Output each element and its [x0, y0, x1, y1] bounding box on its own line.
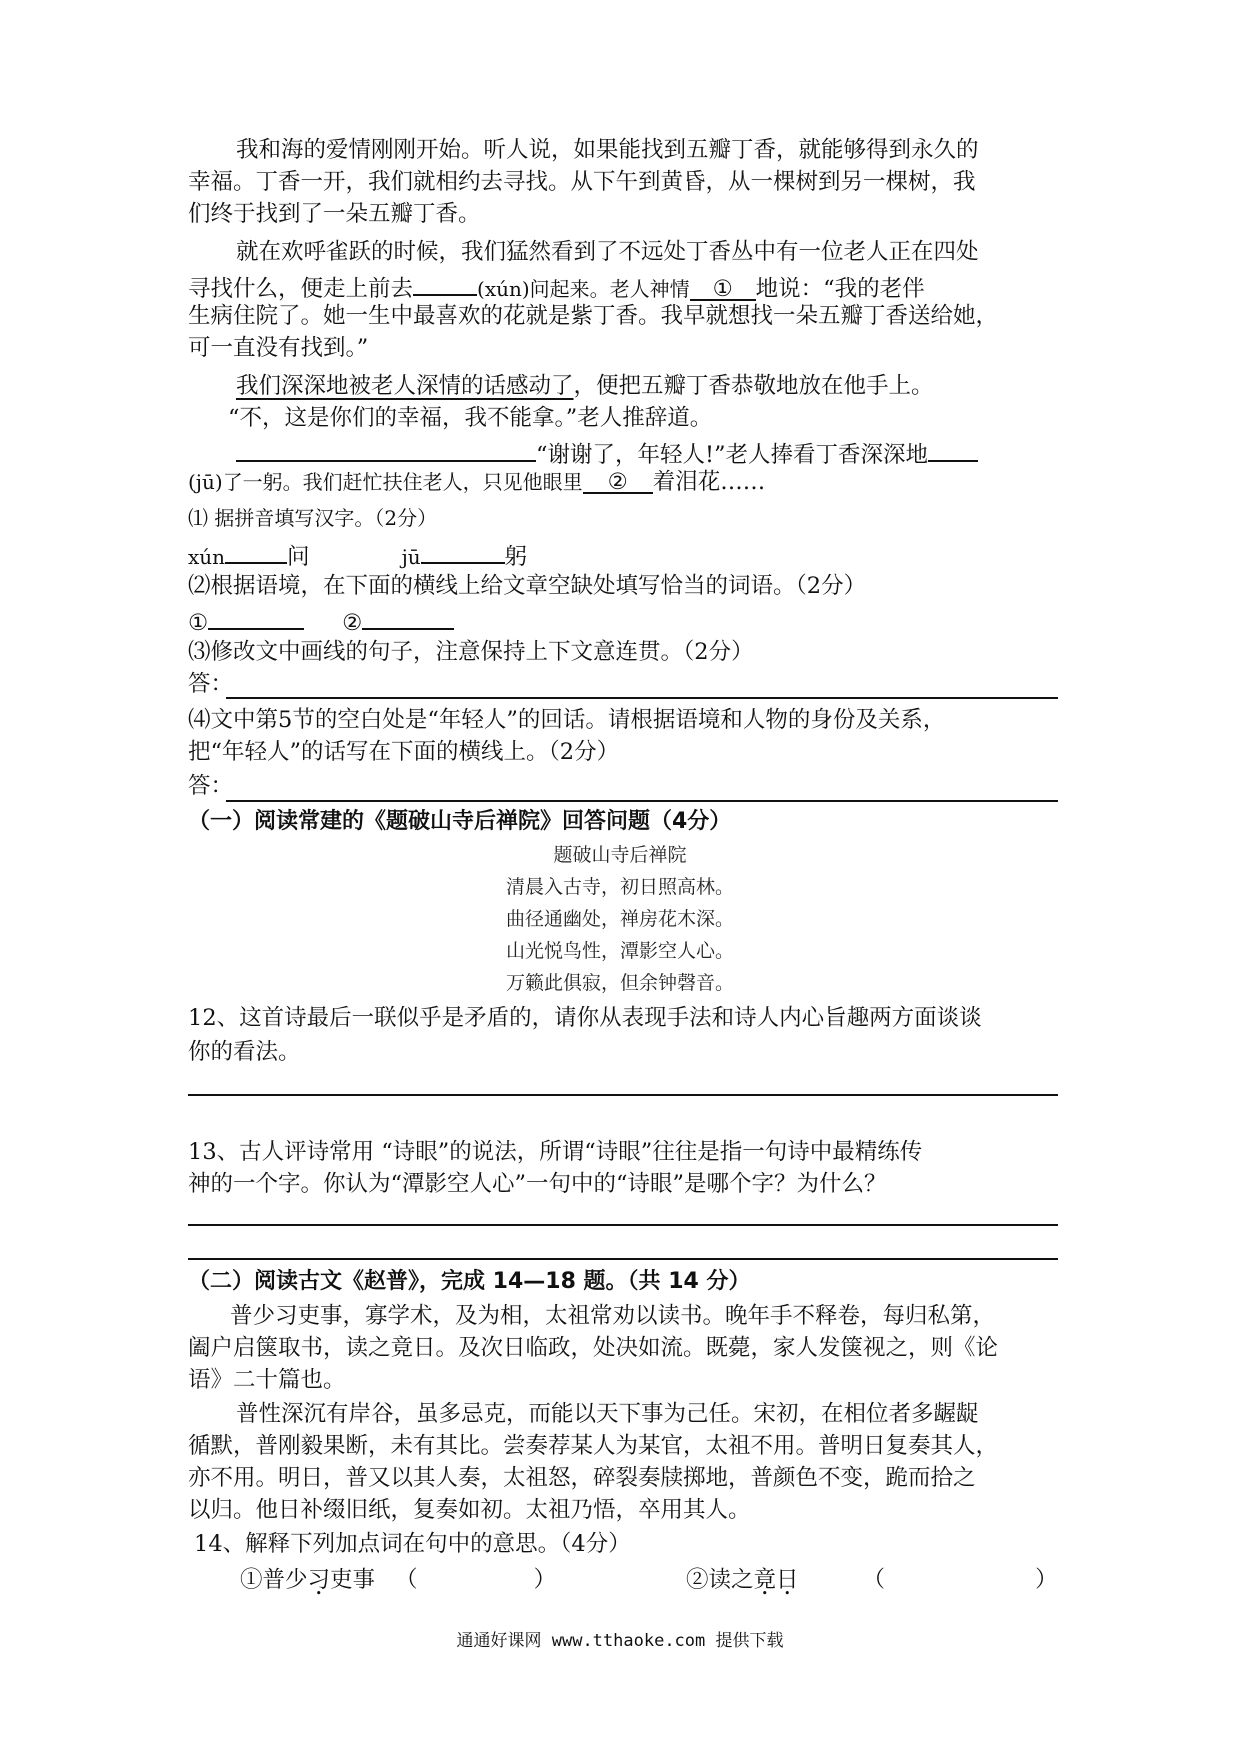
- label-gong: 躬: [504, 544, 528, 570]
- dotted-char: 竟: [753, 1567, 777, 1593]
- underlined-sentence: 我们深深地被老人深情的话感动了: [236, 373, 574, 399]
- answer-line-13b[interactable]: [188, 1258, 1058, 1260]
- blank-ju[interactable]: [928, 434, 978, 462]
- item-text: ①普少: [240, 1567, 308, 1593]
- section-2-heading: （二）阅读古文《赵普》，完成 14—18 题。（共 14 分）: [188, 1269, 751, 1294]
- poem-line: 清晨入古寺，初日照高林。: [505, 876, 734, 898]
- footer-credit: 通通好课网 www.tthaoke.com 提供下载: [456, 1631, 784, 1651]
- poem-line: 万籁此俱寂，但余钟磬音。: [505, 972, 734, 994]
- poem-title: 题破山寺后禅院: [553, 844, 687, 866]
- passage-text: 寻找什么，便走上前去: [188, 276, 414, 302]
- item-text: 吏事: [330, 1567, 376, 1593]
- answer-label: 答：: [188, 773, 234, 799]
- answer-line-4[interactable]: [226, 800, 1058, 802]
- classical-line: 以归。他日补缀旧纸，复奏如初。太祖乃悟，卒用其人。: [188, 1497, 751, 1523]
- passage-line: 就在欢呼雀跃的时候，我们猛然看到了不远处丁香丛中有一位老人正在四处: [236, 239, 979, 265]
- question-14: 14、解释下列加点词在句中的意思。（4分）: [194, 1531, 631, 1557]
- answer-xun[interactable]: [225, 536, 287, 564]
- question-3: ⑶修改文中画线的句子，注意保持上下文意连贯。（2分）: [188, 639, 754, 665]
- question-2: ⑵根据语境，在下面的横线上给文章空缺处填写恰当的词语。（2分）: [188, 573, 867, 599]
- passage-line: 生病住院了。她一生中最喜欢的花就是紫丁香。我早就想找一朵五瓣丁香送给她，: [188, 303, 999, 329]
- question-1: ⑴ 据拼音填写汉字。（2分）: [188, 506, 438, 530]
- question-4: ⑷文中第5节的空白处是“年轻人”的回话。请根据语境和人物的身份及关系，: [188, 707, 946, 733]
- answer-ju[interactable]: [421, 536, 505, 564]
- label-1: ①: [188, 610, 209, 636]
- paren-close: ）: [533, 1567, 557, 1593]
- passage-text: 地说：“我的老伴: [755, 276, 925, 302]
- classical-line: 循默，普刚毅果断，未有其比。尝奏荐某人为某官，太祖不用。普明日复奏其人，: [188, 1433, 999, 1459]
- blank-xun[interactable]: [413, 268, 477, 296]
- question-14-item-1: [240, 1564, 556, 1596]
- passage-text: 着泪花……: [652, 469, 766, 495]
- classical-line: 亦不用。明日，普又以其人奏，太祖怒，碎裂奏牍掷地，普颜色不变，跪而拾之: [188, 1465, 976, 1491]
- answer-2[interactable]: [362, 602, 454, 630]
- passage-text: (xún)问起来。老人神情: [477, 277, 690, 301]
- answer-1[interactable]: [208, 602, 304, 630]
- classical-line: 语》二十篇也。: [188, 1367, 346, 1393]
- passage-text: ，便把五瓣丁香恭敬地放在他手上。: [573, 373, 934, 399]
- passage-text: (jū)了一躬。我们赶忙扶住老人，只见他眼里: [188, 470, 583, 494]
- answer-line-12[interactable]: [188, 1094, 1058, 1096]
- answer-label: 答：: [188, 671, 234, 697]
- item-text: ②读之: [686, 1567, 754, 1593]
- pinyin-ju: jū: [401, 545, 421, 569]
- classical-line: 阖户启箧取书，读之竟日。及次日临政，处决如流。既薨，家人发箧视之，则《论: [188, 1335, 999, 1361]
- poem-line: 山光悦鸟性，潭影空人心。: [505, 940, 734, 962]
- classical-line: 普少习吏事，寡学术，及为相，太祖常劝以读书。晚年手不释卷，每归私第，: [230, 1303, 996, 1329]
- pinyin-xun: xún: [188, 545, 226, 569]
- answer-line-13a[interactable]: [188, 1224, 1058, 1226]
- question-12: 12、这首诗最后一联似乎是矛盾的，请你从表现手法和诗人内心旨趣两方面谈谈: [188, 1005, 982, 1031]
- question-13: 13、古人评诗常用 “诗眼”的说法，所谓“诗眼”往往是指一句诗中最精练传: [188, 1139, 923, 1165]
- paren-close: ）: [1035, 1567, 1058, 1593]
- passage-line: “不，这是你们的幸福，我不能拿。”老人推辞道。: [228, 405, 713, 431]
- passage-line: 可一直没有找到。”: [188, 335, 369, 361]
- blank-reply[interactable]: [236, 434, 536, 462]
- section-1-heading: （一）阅读常建的《题破山寺后禅院》回答问题（4分）: [188, 809, 732, 834]
- dotted-chars: [754, 1567, 799, 1593]
- question-4: 把“年轻人”的话写在下面的横线上。（2分）: [188, 739, 620, 765]
- passage-line: 我和海的爱情刚刚开始。听人说，如果能找到五瓣丁香，就能够得到永久的: [236, 137, 979, 163]
- blank-1[interactable]: ①: [690, 273, 756, 301]
- dotted-char: 日: [776, 1567, 799, 1593]
- label-wen: 问: [287, 544, 310, 570]
- passage-text: “谢谢了，年轻人!”老人捧看丁香深深地: [536, 442, 929, 468]
- dotted-char: 习: [307, 1567, 331, 1593]
- question-12: 你的看法。: [188, 1039, 301, 1065]
- passage-line: 们终于找到了一朵五瓣丁香。: [188, 201, 481, 227]
- question-2-answers: [188, 602, 454, 639]
- question-14-item-2: [686, 1564, 1058, 1596]
- poem-line: 曲径通幽处，禅房花木深。: [505, 908, 734, 930]
- classical-line: 普性深沉有岸谷，虽多忌克，而能以天下事为己任。宋初，在相位者多龌龊: [236, 1401, 979, 1427]
- answer-line-3[interactable]: [226, 697, 1058, 699]
- question-1-answers: [188, 536, 527, 573]
- passage-line: 幸福。丁香一开，我们就相约去寻找。从下午到黄昏，从一棵树到另一棵树，我: [188, 169, 976, 195]
- question-13: 神的一个字。你认为“潭影空人心”一句中的“诗眼”是哪个字？为什么？: [188, 1171, 887, 1197]
- label-2: ②: [342, 610, 363, 636]
- paren-open: （: [862, 1567, 886, 1593]
- paren-open: （: [395, 1567, 418, 1593]
- passage-line: [188, 466, 765, 498]
- passage-line: [236, 370, 934, 402]
- blank-2[interactable]: ②: [583, 466, 653, 494]
